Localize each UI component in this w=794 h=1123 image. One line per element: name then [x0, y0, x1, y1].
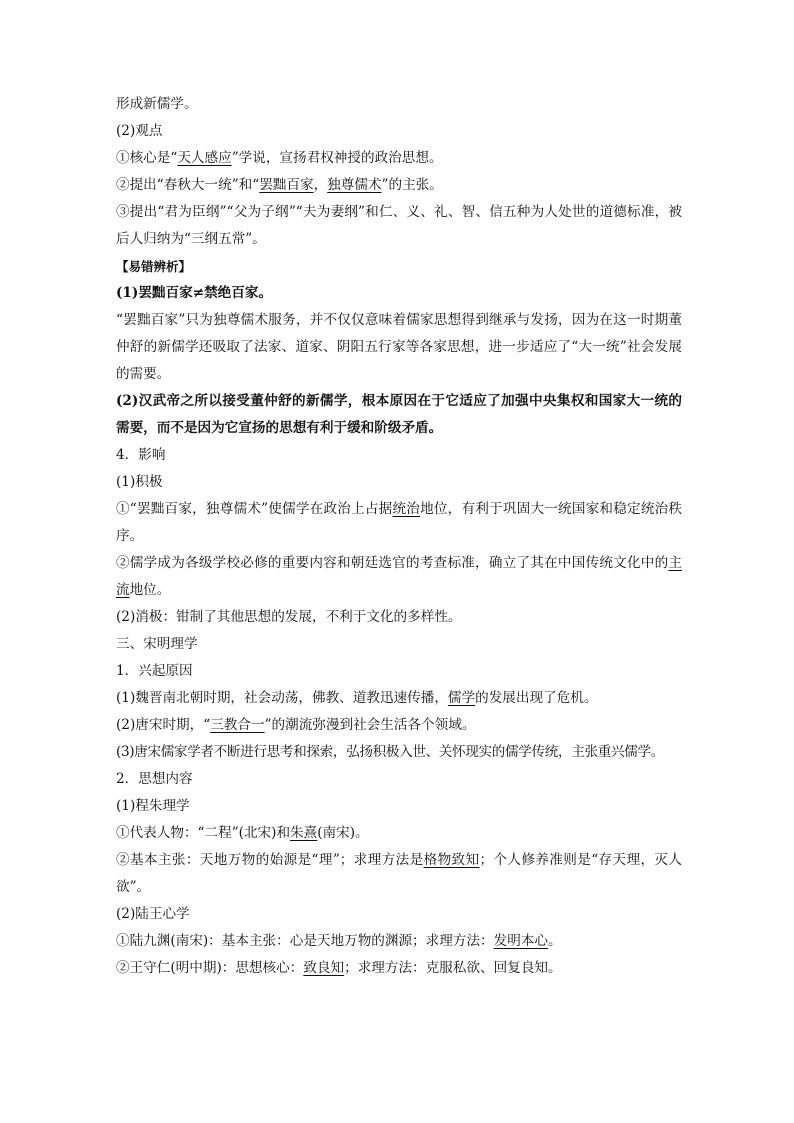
underlined-term: 主流	[116, 555, 682, 598]
text-paragraph: ①“罢黜百家，独尊儒术”使儒学在政治上占据统治地位，有利于巩固大一统国家和稳定统治秩序。	[116, 501, 683, 544]
underlined-term: 三教合一	[210, 717, 265, 733]
heading-song-ming-neo-confucianism: 三、宋明理学	[116, 636, 198, 652]
text-line-bold: (1)罢黜百家≠禁绝百家。	[116, 285, 273, 301]
subheading-lu-wang: (2)陆王心学	[116, 906, 190, 922]
text-line: ①代表人物：“二程”(北宋)和朱熹(南宋)。	[116, 825, 369, 841]
underlined-term: 统治	[392, 501, 421, 517]
text-paragraph: ②儒学成为各级学校必修的重要内容和朝廷选官的考查标准，确立了其在中国传统文化中的主流地位。	[116, 555, 682, 598]
underlined-term: 致良知	[303, 960, 345, 976]
text-paragraph-bold: (2)汉武帝之所以接受董仲舒的新儒学，根本原因在于它适应了加强中央集权和国家大一统的需要，而不是因为它宣扬的思想有利于缓和阶级矛盾。	[116, 393, 682, 436]
underlined-term: 朱熹	[290, 825, 318, 841]
subheading-cheng-zhu: (1)程朱理学	[116, 798, 190, 814]
text-line: (2)唐宋时期，“三教合一”的潮流弥漫到社会生活各个领域。	[116, 717, 476, 733]
document-page	[116, 91, 682, 982]
subheading-positive: (1)积极	[116, 474, 163, 490]
text-paragraph: ③提出“君为臣纲”“父为子纲”“夫为妻纲”和仁、义、礼、智、信五种为人处世的道德标准，被后人归纳为“三纲五常”。	[116, 204, 682, 247]
text-line: ②提出“春秋大一统”和“罢黜百家，独尊儒术”的主张。	[116, 177, 443, 193]
heading-thought-content: 2．思想内容	[116, 771, 193, 787]
text-line: ①陆九渊(南宋)：基本主张：心是天地万物的渊源；求理方法：发明本心。	[116, 933, 562, 949]
text-line: ②王守仁(明中期)：思想核心：致良知；求理方法：克服私欲、回复良知。	[116, 960, 562, 976]
text-line: (1)魏晋南北朝时期，社会动荡，佛教、道教迅速传播，儒学的发展出现了危机。	[116, 690, 598, 706]
underlined-term: 罢黜百家	[259, 177, 314, 193]
subheading-viewpoints: (2)观点	[116, 123, 163, 139]
text-line: (2)消极：钳制了其他思想的发展，不利于文化的多样性。	[116, 609, 462, 625]
underlined-term: 格物致知	[423, 852, 480, 868]
text-paragraph: ②基本主张：天地万物的始源是“理”；求理方法是格物致知；个人修养准则是“存天理，灭人欲”。	[116, 852, 682, 895]
underlined-term: 独尊儒术	[327, 177, 382, 193]
text-paragraph: “罢黜百家”只为独尊儒术服务，并不仅仅意味着儒家思想得到继承与发扬，因为在这一时期董仲舒的新儒学还吸取了法家、道家、阴阳五行家等各家思想，进一步适应了“大一统”社会发展的需要。	[116, 312, 682, 382]
underlined-term: 天人感应	[177, 150, 232, 166]
heading-rise-reasons: 1．兴起原因	[116, 663, 193, 679]
text-line: ①核心是“天人感应”学说，宣扬君权神授的政治思想。	[116, 150, 443, 166]
text-line: 形成新儒学。	[116, 96, 198, 112]
section-tag-error-analysis: 【易错辨析】	[116, 259, 192, 274]
text-line: (3)唐宋儒家学者不断进行思考和探索，弘扬积极入世、关怀现实的儒学传统，主张重兴儒学。	[116, 744, 664, 760]
heading-influence: 4．影响	[116, 447, 166, 463]
underlined-term: 儒学	[447, 690, 476, 706]
underlined-term: 发明本心	[493, 933, 549, 949]
